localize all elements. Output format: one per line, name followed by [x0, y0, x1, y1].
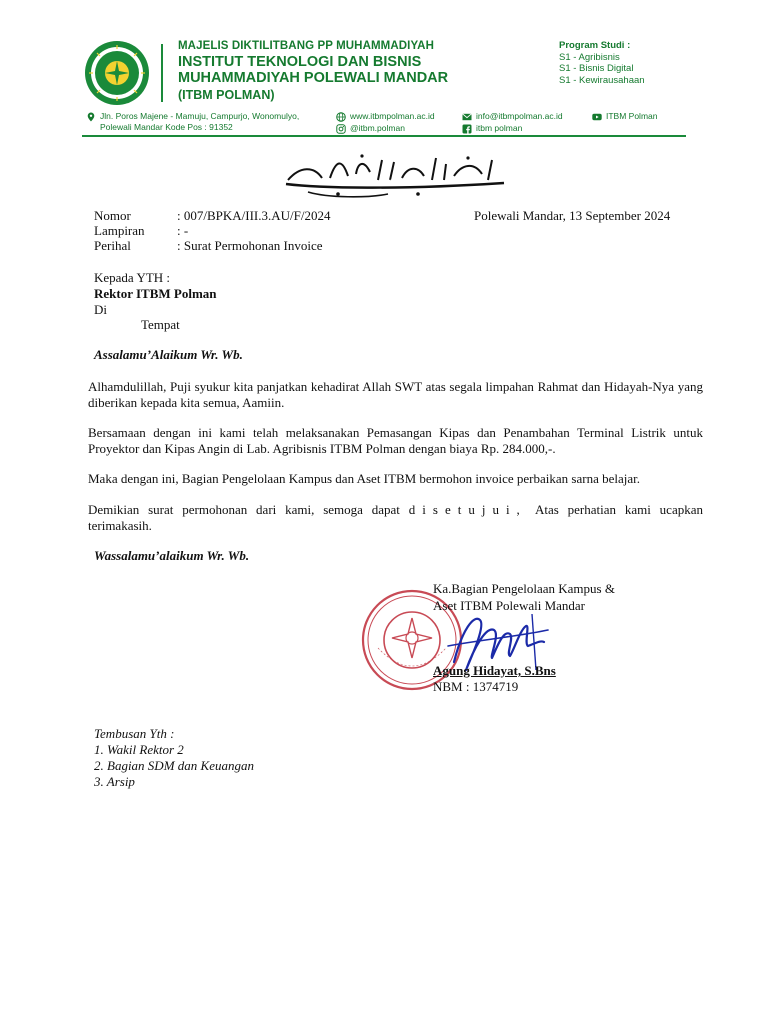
signer-title-line2: Aset ITBM Polewali Mandar: [433, 598, 586, 613]
facebook-text: itbm polman: [476, 123, 523, 133]
tembusan-item: 2. Bagian SDM dan Keuangan: [94, 758, 254, 773]
tembusan-item: 3. Arsip: [94, 774, 135, 789]
basmala-calligraphy: [278, 150, 510, 202]
address-line2: Polewali Mandar Kode Pos : 91352: [100, 122, 233, 132]
paragraph-4-end: Atas perhatian kami ucapkan terimakasih.: [88, 502, 703, 533]
tembusan-title: Tembusan Yth :: [94, 726, 175, 741]
perihal-value: : Surat Permohonan Invoice: [177, 238, 323, 253]
header-short-name: (ITBM POLMAN): [178, 88, 275, 102]
nomor-label: Nomor: [94, 208, 131, 223]
recipient-to-label: Kepada YTH :: [94, 270, 171, 285]
address-block: [86, 111, 299, 133]
youtube-contact[interactable]: [592, 111, 658, 122]
program-item: S1 - Kewirausahaan: [559, 74, 645, 86]
nomor-value: : 007/BPKA/III.3.AU/F/2024: [177, 208, 331, 223]
paragraph-4-spaced: disetujui,: [408, 502, 527, 517]
place-date: Polewali Mandar, 13 September 2024: [474, 208, 671, 223]
tembusan-item: 1. Wakil Rektor 2: [94, 742, 184, 757]
website-text: www.itbmpolman.ac.id: [350, 111, 435, 121]
signer-title-line1: Ka.Bagian Pengelolaan Kampus &: [433, 581, 615, 596]
closing: Wassalamu’alaikum Wr. Wb.: [94, 548, 250, 563]
instagram-icon: [336, 124, 346, 134]
address-line1: Jln. Poros Majene - Mamuju, Campurjo, Wonomulyo,: [100, 111, 300, 121]
perihal-label: Perihal: [94, 238, 131, 253]
lampiran-value: : -: [177, 223, 189, 238]
instagram-contact[interactable]: [336, 123, 405, 134]
header-rule: [82, 135, 686, 137]
header-institution: [178, 54, 448, 86]
recipient-name: Rektor ITBM Polman: [94, 286, 217, 301]
header-divider: [161, 44, 163, 102]
paragraph-4-start: Demikian surat permohonan dari kami, semoga dapat: [88, 502, 400, 517]
mail-icon: [462, 112, 472, 122]
youtube-text: ITBM Polman: [606, 111, 658, 121]
paragraph-4: [88, 502, 703, 533]
recipient-di: Di: [94, 302, 107, 317]
program-item: S1 - Agribisnis: [559, 51, 620, 63]
signer-name: Agung Hidayat, S.Bns: [433, 663, 556, 678]
paragraph-3: Maka dengan ini, Bagian Pengelolaan Kampus dan Aset ITBM bermohon invoice perbaikan sarna belajar.: [88, 471, 640, 486]
lampiran-label: Lampiran: [94, 223, 145, 238]
program-list: [559, 40, 645, 86]
recipient-place: Tempat: [141, 317, 180, 332]
paragraph-1: Alhamdulillah, Puji syukur kita panjatkan kehadirat Allah SWT atas segala limpahan Rahmat dan Hidayah-Nya yang diberikan kepada kita semua, Aamiin.: [88, 379, 703, 410]
paragraph-2: Bersamaan dengan ini kami telah melaksanakan Pemasangan Kipas dan Penambahan Terminal Listrik untuk Proyektor dan Kipas Angin di Lab. Agribisnis ITBM Polman dengan biaya Rp. 284.000,-.: [88, 425, 703, 456]
website-contact[interactable]: [336, 111, 435, 122]
location-pin-icon: [86, 112, 96, 122]
youtube-icon: [592, 112, 602, 122]
facebook-contact[interactable]: [462, 123, 522, 134]
program-item: S1 - Bisnis Digital: [559, 63, 634, 74]
program-title: Program Studi :: [559, 40, 631, 51]
institution-line1: INSTITUT TEKNOLOGI DAN BISNIS: [178, 54, 422, 70]
globe-icon: [336, 112, 346, 122]
instagram-text: @itbm.polman: [350, 123, 405, 133]
email-text: info@itbmpolman.ac.id: [476, 111, 563, 121]
greeting: Assalamu’Alaikum Wr. Wb.: [94, 347, 243, 362]
basmala-text: بِسْمِ اللّٰهِ الرَّحْمٰنِ الرَّحِيْمِ: [388, 180, 400, 181]
signer-nbm: NBM : 1374719: [433, 679, 519, 694]
institution-logo: [84, 40, 150, 106]
email-contact[interactable]: [462, 111, 563, 122]
institution-line2: MUHAMMADIYAH POLEWALI MANDAR: [178, 70, 449, 86]
header-org: MAJELIS DIKTILITBANG PP MUHAMMADIYAH: [178, 40, 434, 52]
facebook-icon: [462, 124, 472, 134]
